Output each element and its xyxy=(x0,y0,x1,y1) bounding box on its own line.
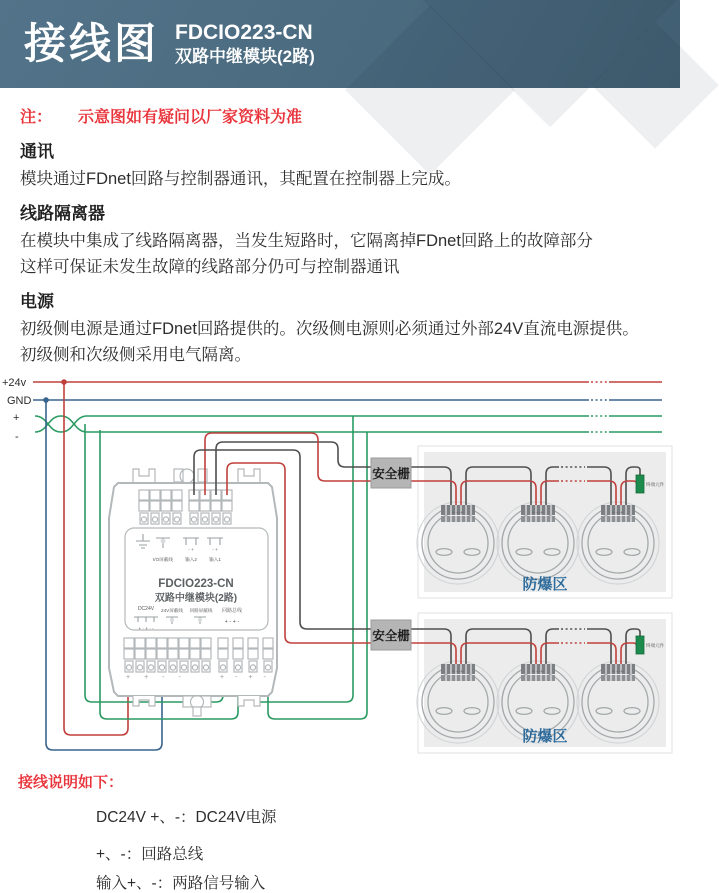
shield-loop-label: 回路屏蔽线 xyxy=(189,608,213,613)
wiring-notes-title: 接线说明如下： xyxy=(18,774,124,791)
section-paragraph: 在模块中集成了线路隔离器，当发生短路时，它隔离掉FDnet回路上的故障部分 xyxy=(20,232,593,250)
section-paragraph: 初级侧和次级侧采用电气隔离。 xyxy=(20,346,251,364)
wiring-note-line: +、-：回路总线 xyxy=(96,846,204,863)
input2-label: 输入2 xyxy=(185,557,197,562)
model-name: 双路中继模块(2路) xyxy=(175,47,315,67)
model-number: FDCIO223-CN xyxy=(175,20,313,44)
detector-terminal-marks: +·+·+· xyxy=(611,510,625,515)
detector-terminal-marks: +·+·+· xyxy=(611,669,625,674)
wiring-notes xyxy=(0,761,680,893)
loop-marks: + - + - xyxy=(224,619,240,625)
input1-label: 输入1 xyxy=(209,557,221,562)
input2-polarity: - + xyxy=(188,547,194,552)
wiring-note-line: 输入+、-：两路信号输入 xyxy=(96,875,266,892)
safety-barrier-1 xyxy=(371,458,411,488)
note-text: 示意图如有疑问以厂家资料为准 xyxy=(78,109,303,126)
header-banner xyxy=(0,0,680,88)
barrier-label: 安全栅 xyxy=(372,467,410,481)
bus-label-plus: + xyxy=(13,412,20,424)
terminal-element-label: 终端元件 xyxy=(646,643,665,648)
detector-terminal-marks: +·+·+· xyxy=(451,669,465,674)
bus-label-gnd: GND xyxy=(7,395,32,407)
zone-label: 防爆区 xyxy=(522,728,568,745)
detector-terminal-marks: +·+·+· xyxy=(531,669,545,674)
module-mount-ear xyxy=(133,469,155,483)
bus-label-minus: - xyxy=(15,431,19,443)
dc24v-marks: + · + · - xyxy=(138,626,154,631)
section-paragraph: 初级侧电源是通过FDnet回路提供的。次级侧电源则必须通过外部24V直流电源提供。 xyxy=(20,320,639,338)
module-model-label: FDCIO223-CN xyxy=(158,578,234,590)
module-mount-ear xyxy=(238,469,260,483)
safety-barrier-2 xyxy=(371,620,411,650)
right-terminal-marks: +-+- xyxy=(220,674,277,681)
detector-terminal-marks: +·+·+· xyxy=(531,510,545,515)
section-heading-communication: 通讯 xyxy=(20,142,54,161)
left-terminal-marks: ++-- xyxy=(126,674,195,681)
relay-module xyxy=(109,469,277,716)
ex-zone-panel-2 xyxy=(417,613,672,753)
section-paragraph: 这样可保证未发生故障的线路部分仍可与控制器通讯 xyxy=(20,258,400,276)
io-shield-label: I/O屏蔽线 xyxy=(153,557,173,562)
description-block xyxy=(0,88,680,368)
bus-24v-line xyxy=(2,377,662,389)
zone-label: 防爆区 xyxy=(522,576,568,593)
module-mount-foot xyxy=(238,696,260,706)
barrier-label: 安全栅 xyxy=(372,629,410,643)
note-prefix: 注： xyxy=(20,109,53,126)
bus-gnd-line xyxy=(7,395,662,407)
detector-terminal-marks: +·+·+· xyxy=(451,510,465,515)
module-name-label: 双路中继模块(2路) xyxy=(154,593,238,604)
page-title: 接线图 xyxy=(24,20,160,67)
wiring-diagram xyxy=(0,368,680,756)
section-heading-power: 电源 xyxy=(20,292,54,311)
bus-label-24v: +24v xyxy=(2,377,27,389)
loop-bus-twisted-pair xyxy=(13,412,662,443)
wiring-note-line: DC24V +、-：DC24V电源 xyxy=(96,809,277,826)
loop-bus-label: 回路总线 xyxy=(221,608,243,614)
terminal-element-label: 终端元件 xyxy=(646,482,665,487)
section-paragraph: 模块通过FDnet回路与控制器通讯，其配置在控制器上完成。 xyxy=(20,170,461,188)
input1-polarity: - + xyxy=(212,547,218,552)
ex-zone-panel-1 xyxy=(417,446,672,598)
dc24v-label: DC24V xyxy=(137,606,155,612)
module-mount-foot xyxy=(133,696,155,706)
shield-24v-label: 24V屏蔽线 xyxy=(161,608,183,613)
section-heading-isolator: 线路隔离器 xyxy=(20,204,105,223)
